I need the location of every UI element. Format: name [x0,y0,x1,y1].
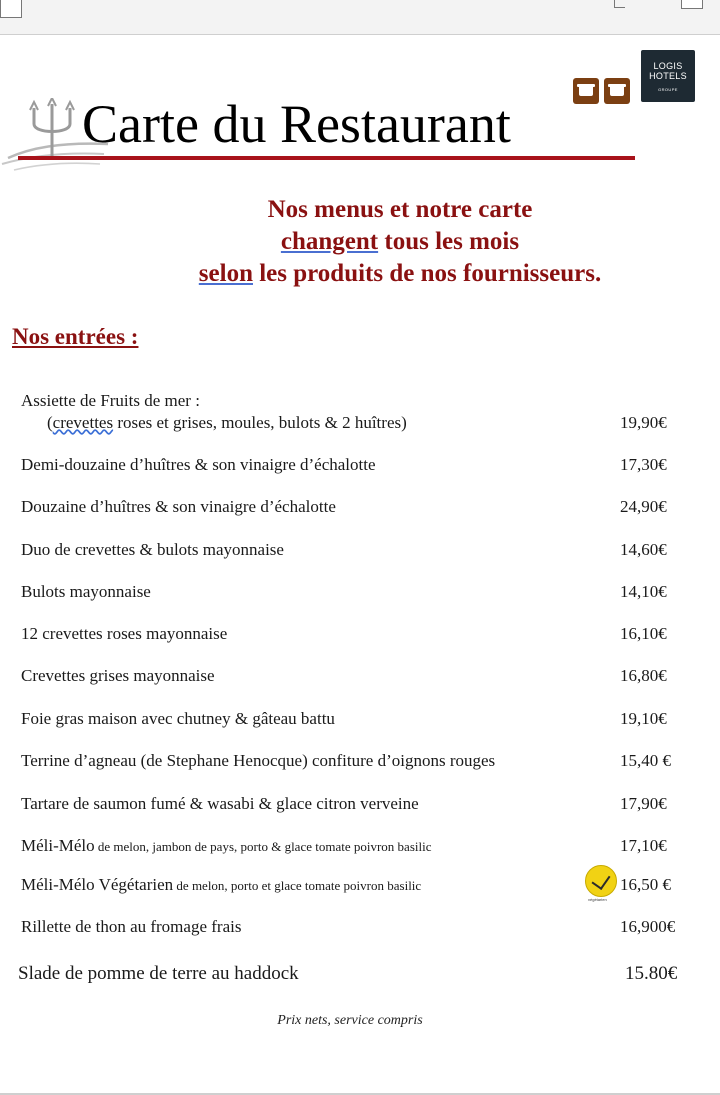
section-title-entrees: Nos entrées : [12,324,139,349]
menu-item-name: Foie gras maison avec chutney & gâteau battu [21,709,335,728]
menu-item-name: Tartare de saumon fumé & wasabi & glace citron verveine [21,794,419,813]
menu-item-description: de melon, porto et glace tomate poivron basilic [173,878,422,893]
menu-item-name: Terrine d’agneau (de Stephane Henocque) confiture d’oignons rouges [21,751,496,770]
logo-line: LOGIS [653,61,683,71]
notice-text: tous les mois [378,228,520,255]
menu-item-price: 14,10€ [620,582,667,601]
menu-item-name: Slade de pomme de terre au haddock [18,963,299,984]
menu-item-price: 17,10€ [620,836,667,855]
menu-item-description: de melon, jambon de pays, porto & glace tomate poivron basilic [94,839,432,854]
menu-item-description [47,413,407,433]
menu-item-name: Bulots mayonnaise [21,582,151,601]
menu-item-name: 12 crevettes roses mayonnaise [21,624,228,643]
notice-text: les produits de nos fournisseurs. [252,260,602,287]
menu-item-name: Demi-douzaine d’huîtres & son vinaigre d’échalotte [21,455,376,474]
menu-item-description-text: ( [47,413,53,432]
menu-item-price: 16,50 € [620,875,671,894]
page-title: Carte du Restaurant [82,94,511,154]
menu-item-price: 15.80€ [625,963,678,984]
menu-item-price: 16,900€ [620,917,676,936]
notice-underlined-word: changent [280,228,379,255]
menu-item-name: Duo de crevettes & bulots mayonnaise [21,540,284,559]
menu-item-name-text: Méli-Mélo Végétarien [21,875,174,894]
menu-item-price: 17,30€ [620,455,667,474]
menu-item-name [21,836,432,857]
menu-item-price: 15,40 € [620,751,671,770]
logo-line: HOTELS [649,71,687,81]
menu-item-name [21,875,421,896]
logo-line: GROUPE [658,87,678,92]
menu-item-name: Crevettes grises mayonnaise [21,666,215,685]
vegetarian-badge-caption: végétarien [588,897,607,902]
menu-item-name: Rillette de thon au fromage frais [21,917,242,936]
menu-item-description-text: roses et grises, moules, bulots & 2 huîtres) [113,413,407,432]
notice-underlined-word: selon [198,260,253,287]
menu-item-name: Douzaine d’huîtres & son vinaigre d’échalotte [21,497,336,516]
price-footnote: Prix nets, service compris [277,1013,423,1028]
notice-line: Nos menus et notre carte [267,196,533,223]
vegetarian-badge-icon [585,865,617,897]
menu-item-description-underlined: crevettes [52,413,114,432]
menu-item-price: 24,90€ [620,497,667,516]
menu-item-name-text: Méli-Mélo [21,836,95,855]
menu-item-price: 14,60€ [620,540,667,559]
menu-item-price: 16,80€ [620,666,667,685]
menu-item-price: 19,10€ [620,709,667,728]
menu-item-price: 19,90€ [620,413,667,432]
menu-item-name: Assiette de Fruits de mer : [21,391,200,410]
menu-item-price: 16,10€ [620,624,667,643]
menu-item-price: 17,90€ [620,794,667,813]
